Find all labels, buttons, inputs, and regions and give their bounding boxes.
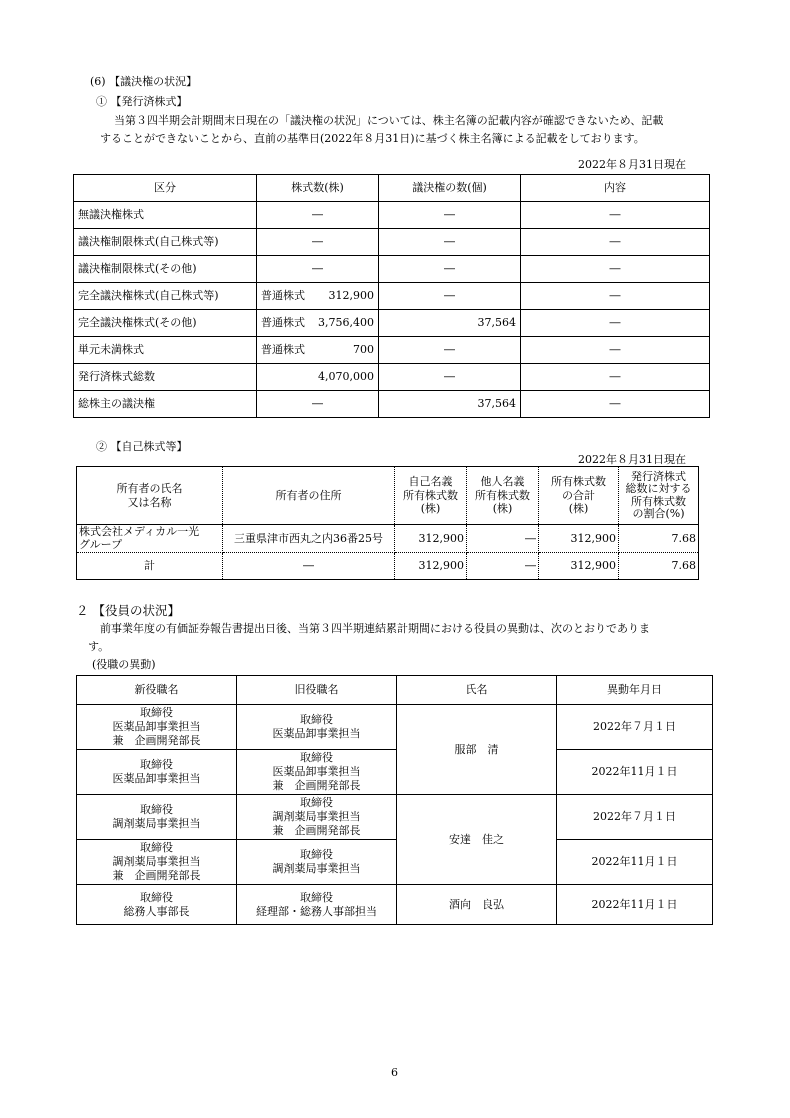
owner-name-line: 株式会社メディカル一光 [79,525,200,539]
row-votes: ― [379,364,521,391]
header-new-position: 新役職名 [77,676,237,705]
new-position [77,885,237,925]
row-votes: ― [379,283,521,310]
row-shares: 4,070,000 [257,364,379,391]
row-label: 単元未満株式 [74,337,257,364]
treasury-shares-table [76,466,699,580]
table-row [77,525,699,553]
row-shares [257,283,379,310]
position-line: 調剤薬局事業担当 [272,862,361,875]
table-row [77,553,699,580]
officer-name: 安達 佳之 [397,795,557,885]
change-date: 2022年11月１日 [557,885,713,925]
table-row [74,202,710,229]
header-own-shares [395,467,467,525]
row-shares: ― [257,256,379,283]
position-line: 調剤薬局事業担当 [112,855,201,869]
new-position [77,840,237,885]
header-line: 所有株式数 [631,494,686,508]
ratio: 7.68 [619,525,699,553]
subsection-heading-treasury-shares: ② 【自己株式等】 [96,440,188,453]
paragraph-line: することができないことから、直前の基準日(2022年８月31日)に基づく株主名簿による記載をしております。 [100,132,645,145]
header-line: 所有株式数 [475,488,530,502]
owner-name-line: グループ [79,537,123,551]
position-line: 取締役 [140,803,173,817]
table-row [74,337,710,364]
old-position [237,795,397,840]
share-type: 普通株式 [261,315,305,329]
change-date: 2022年７月１日 [557,795,713,840]
share-type: 普通株式 [261,288,305,302]
row-label: 議決権制限株式(その他) [74,256,257,283]
section-heading-voting-rights: (6) 【議決権の状況】 [90,75,198,88]
as-of-date: 2022年８月31日現在 [578,158,686,171]
owner-address: 三重県津市西丸之内36番25号 [223,525,395,553]
header-address: 所有者の住所 [223,467,395,525]
table-row [74,283,710,310]
table-header-row [77,676,713,705]
change-date: 2022年７月１日 [557,705,713,750]
row-votes: ― [379,202,521,229]
position-line: 取締役 [140,758,173,772]
owner-name [77,525,223,553]
section-heading-officers: ２ 【役員の状況】 [76,603,180,618]
position-line: 医薬品卸事業担当 [112,720,201,734]
row-content: ― [521,337,710,364]
other-shares: ― [467,553,539,580]
issued-shares-table [73,174,710,418]
old-position [237,840,397,885]
table-row [77,885,713,925]
row-votes: ― [379,229,521,256]
new-position [77,705,237,750]
row-shares: ― [257,391,379,418]
position-line: 取締役 [300,890,333,904]
share-count: 3,756,400 [318,315,374,329]
row-label: 総株主の議決権 [74,391,257,418]
position-line: 兼 企画開発部長 [272,778,361,792]
header-line: 所有者の氏名 [116,481,183,495]
position-line: 取締役 [300,796,333,810]
position-line: 取締役 [300,713,333,727]
position-line: 調剤薬局事業担当 [272,810,361,824]
change-date: 2022年11月１日 [557,750,713,795]
as-of-date: 2022年８月31日現在 [578,453,686,466]
header-line: の割合(%) [632,506,685,520]
position-line: 取締役 [300,751,333,765]
change-date: 2022年11月１日 [557,840,713,885]
own-shares: 312,900 [395,525,467,553]
table-row [77,705,713,750]
header-total-shares [539,467,619,525]
owner-address: ― [223,553,395,580]
header-category: 区分 [74,175,257,202]
subsection-heading-issued-shares: ① 【発行済株式】 [96,95,188,108]
total-shares: 312,900 [539,553,619,580]
row-shares [257,337,379,364]
header-shares: 株式数(株) [257,175,379,202]
table-row [74,256,710,283]
header-votes: 議決権の数(個) [379,175,521,202]
header-line: (株) [420,502,441,516]
header-owner [77,467,223,525]
share-count: 312,900 [328,288,374,302]
position-line: 兼 企画開発部長 [272,823,361,837]
row-content: ― [521,202,710,229]
header-ratio [619,467,699,525]
row-label: 発行済株式総数 [74,364,257,391]
header-line: (株) [568,502,589,516]
other-shares: ― [467,525,539,553]
table-header-row [74,175,710,202]
officer-name: 服部 清 [397,705,557,795]
row-content: ― [521,364,710,391]
table-row [74,310,710,337]
position-line: 調剤薬局事業担当 [112,817,201,830]
header-content: 内容 [521,175,710,202]
header-other-shares [467,467,539,525]
position-line: 兼 企画開発部長 [112,733,201,747]
header-line: (株) [492,502,513,516]
share-count: 700 [353,342,374,356]
old-position [237,750,397,795]
subsection-heading-position-changes: (役職の異動) [92,658,156,671]
header-line: 自己名義 [408,474,453,488]
header-line: 発行済株式 [631,470,686,484]
total-label: 計 [77,553,223,580]
table-row [74,364,710,391]
row-votes: 37,564 [379,391,521,418]
position-line: 取締役 [300,848,333,862]
position-line: 医薬品卸事業担当 [272,765,361,779]
header-line: 又は名称 [127,495,172,509]
row-label: 無議決権株式 [74,202,257,229]
row-content: ― [521,256,710,283]
row-shares [257,310,379,337]
row-label: 完全議決権株式(自己株式等) [74,283,257,310]
row-shares: ― [257,202,379,229]
row-content: ― [521,310,710,337]
new-position [77,750,237,795]
ratio: 7.68 [619,553,699,580]
row-label: 議決権制限株式(自己株式等) [74,229,257,256]
new-position [77,795,237,840]
header-line: 他人名義 [480,474,525,488]
share-type: 普通株式 [261,342,305,356]
table-row [77,840,713,885]
header-line: 総数に対する [625,482,692,496]
row-content: ― [521,229,710,256]
header-line: の合計 [562,488,595,502]
paragraph-line: す。 [88,640,110,653]
position-line: 医薬品卸事業担当 [112,772,201,785]
total-shares: 312,900 [539,525,619,553]
position-line: 総務人事部長 [123,904,190,918]
row-votes: ― [379,337,521,364]
row-content: ― [521,391,710,418]
row-votes: 37,564 [379,310,521,337]
position-line: 経理部・総務人事部担当 [256,904,377,918]
officer-changes-table [76,675,713,925]
position-line: 取締役 [140,706,173,720]
position-line: 取締役 [140,890,173,904]
header-old-position: 旧役職名 [237,676,397,705]
old-position [237,885,397,925]
table-row [77,795,713,840]
old-position [237,705,397,750]
position-line: 医薬品卸事業担当 [272,727,361,740]
paragraph-line: 当第３四半期会計期間末日現在の「議決権の状況」については、株主名簿の記載内容が確認できないため、記載 [114,114,664,127]
officer-name: 酒向 良弘 [397,885,557,925]
paragraph-line: 前事業年度の有価証券報告書提出日後、当第３四半期連結累計期間における役員の異動は、次のとおりでありま [100,622,650,635]
header-line: 所有株式数 [403,488,458,502]
table-header-row [77,467,699,525]
header-date: 異動年月日 [557,676,713,705]
page-number: 6 [391,1066,398,1079]
header-name: 氏名 [397,676,557,705]
position-line: 兼 企画開発部長 [112,868,201,882]
header-line: 所有株式数 [551,474,606,488]
row-content: ― [521,283,710,310]
table-row [74,391,710,418]
table-row [77,750,713,795]
own-shares: 312,900 [395,553,467,580]
table-row [74,229,710,256]
row-label: 完全議決権株式(その他) [74,310,257,337]
row-votes: ― [379,256,521,283]
position-line: 取締役 [140,841,173,855]
row-shares: ― [257,229,379,256]
